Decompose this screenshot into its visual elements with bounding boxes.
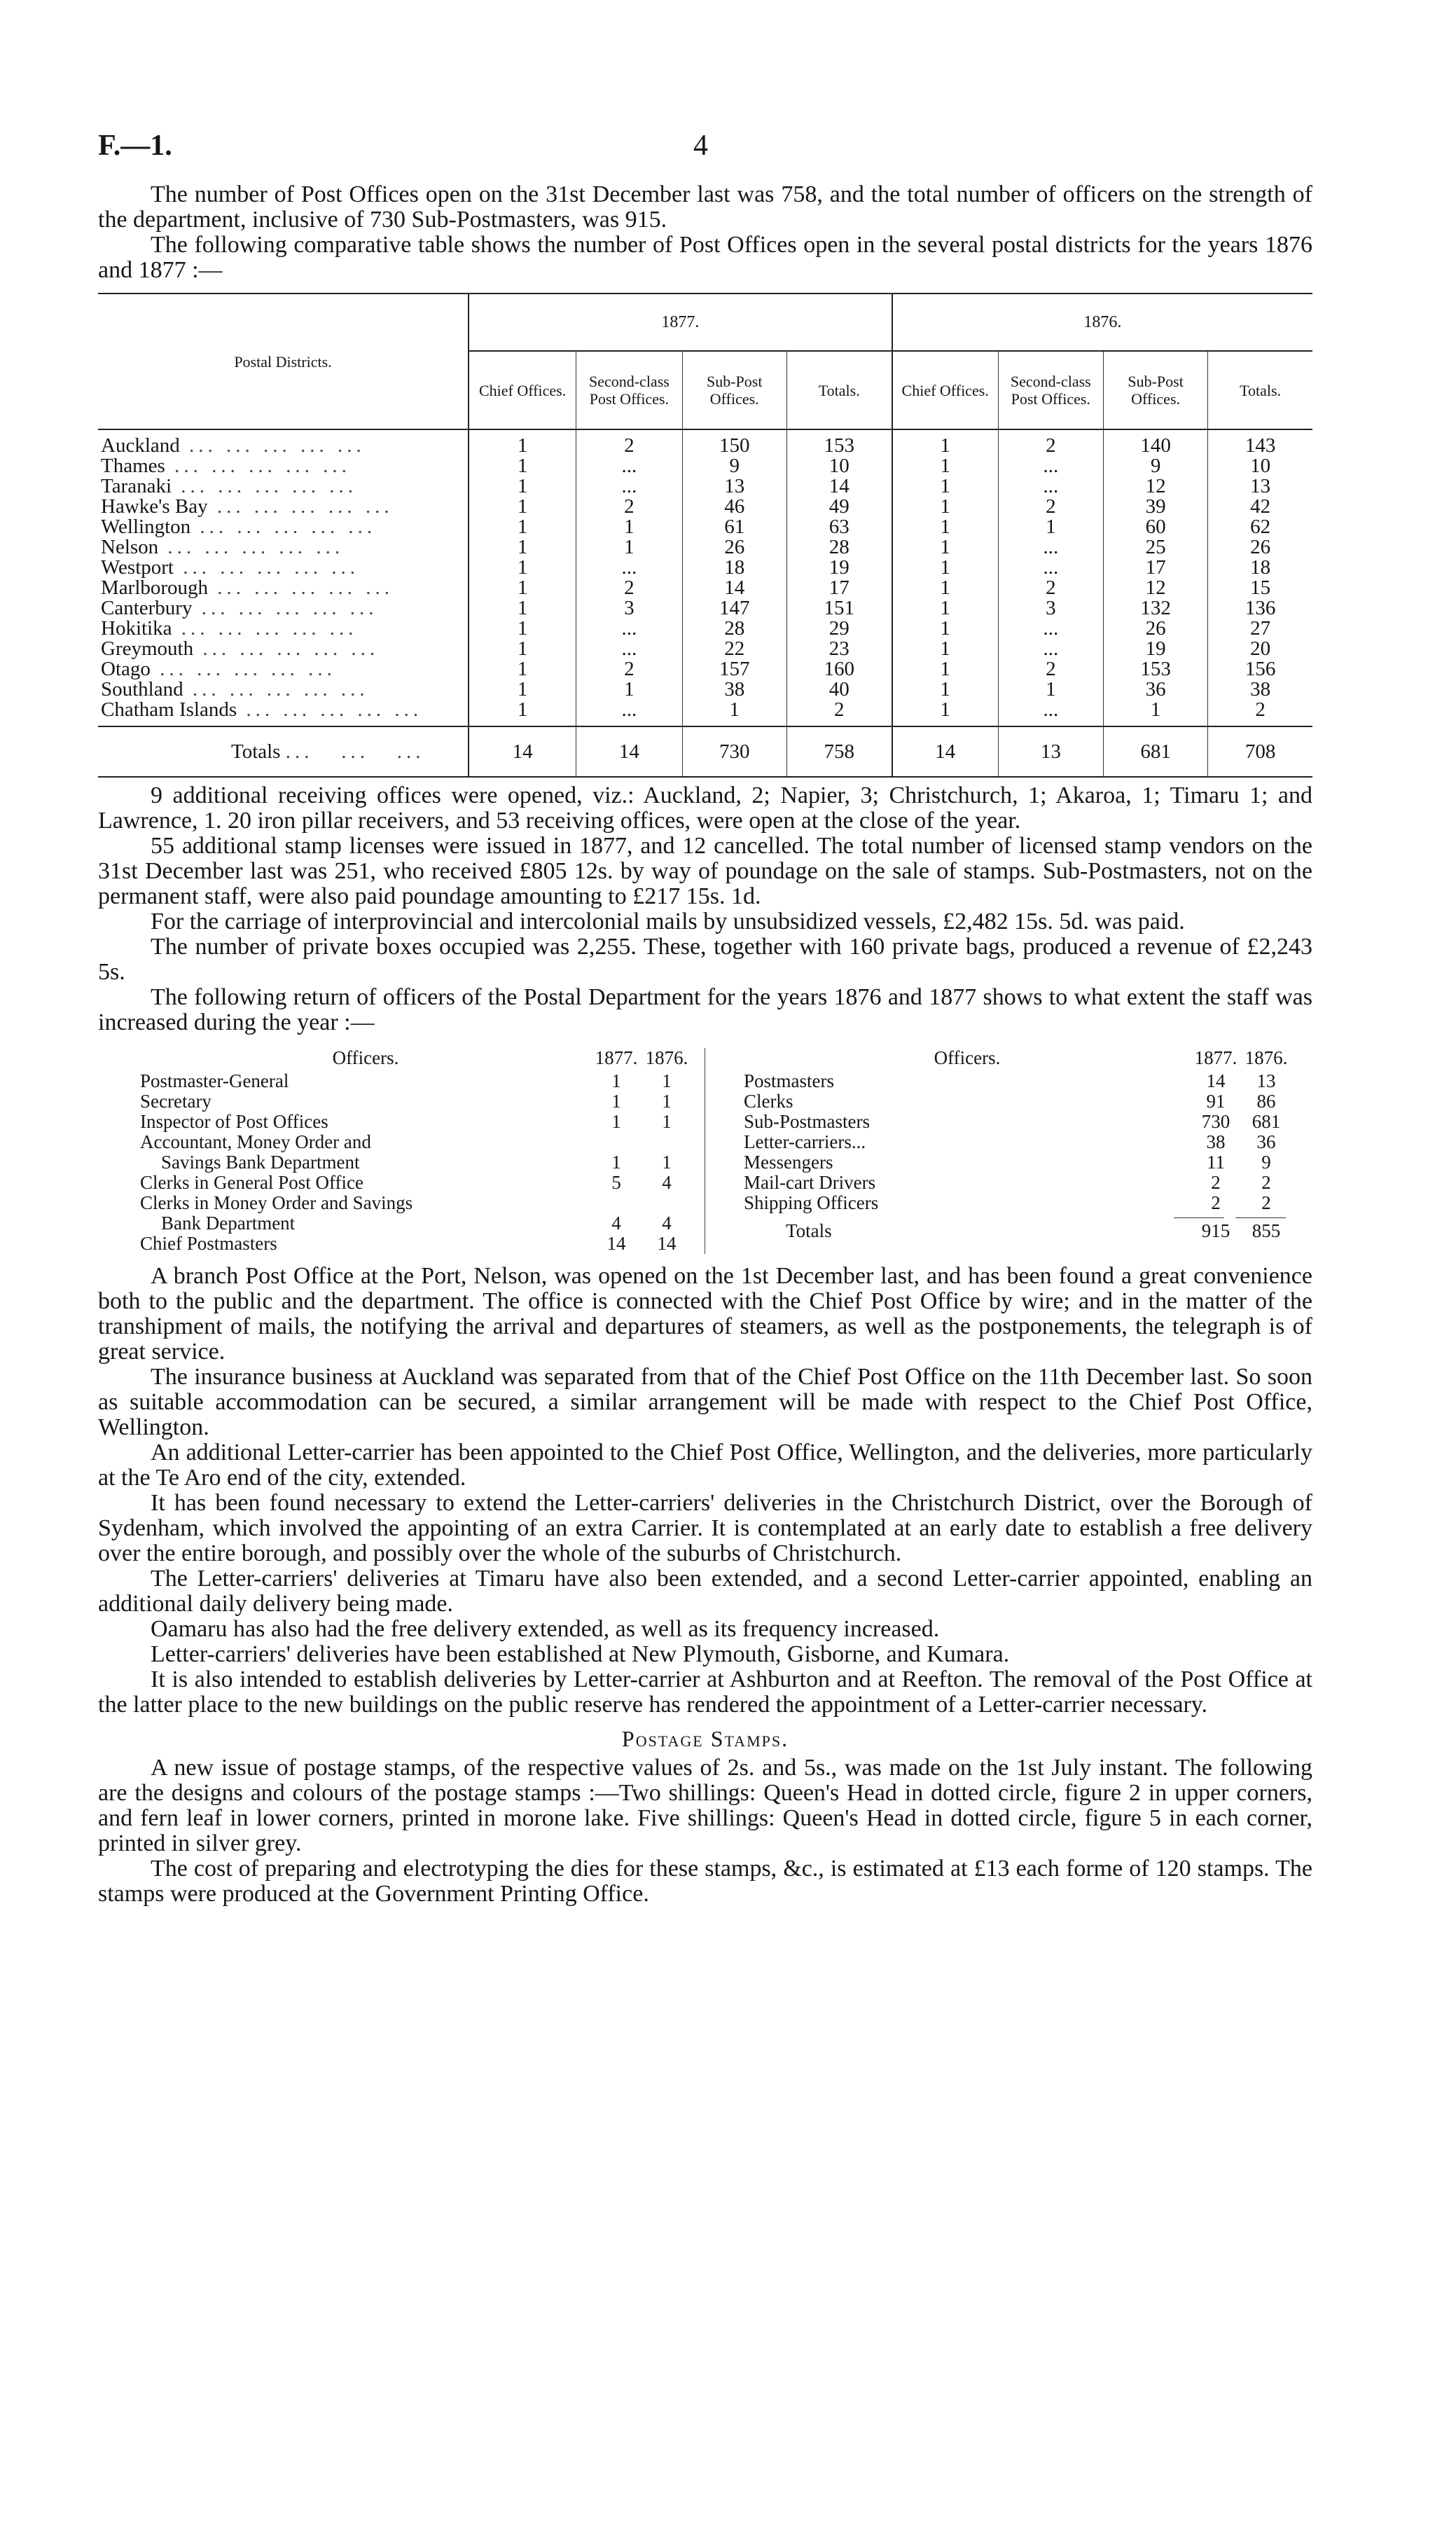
district-cell: 1 xyxy=(892,659,998,679)
district-cell: 1 xyxy=(892,619,998,639)
officer-label: Savings Bank Department xyxy=(161,1152,360,1173)
district-cell: 63 xyxy=(786,517,892,537)
officer-label: Inspector of Post Offices xyxy=(140,1111,328,1132)
district-cell: 10 xyxy=(1208,456,1312,476)
district-cell: 1 xyxy=(998,679,1103,700)
officer-total: 855 xyxy=(1252,1220,1281,1241)
column-header: Second-class Post Offices. xyxy=(998,351,1103,429)
district-cell: 1 xyxy=(469,700,576,720)
district-cell: 140 xyxy=(1103,436,1207,456)
district-cell: 157 xyxy=(682,659,786,679)
officer-row xyxy=(744,1112,1291,1132)
district-cell: 2 xyxy=(576,436,682,456)
district-cell: ... xyxy=(576,700,682,720)
district-cell: 22 xyxy=(682,639,786,659)
district-cell: 2 xyxy=(998,436,1103,456)
district-cell: 3 xyxy=(576,598,682,619)
district-cell: 28 xyxy=(682,619,786,639)
officer-row xyxy=(140,1071,692,1091)
district-name: Otago xyxy=(101,659,151,679)
paragraph: Letter-carriers' deliveries have been established at New Plymouth, Gisborne, and Kumara. xyxy=(151,1641,1010,1667)
district-cell: 1 xyxy=(892,679,998,700)
paragraph: A new issue of postage stamps, of the respective values of 2s. and 5s., was made on the 1st July instant. The following are the designs and colours of the postage stamps :—Two shillings: Queen's Head in dotted circle, figure 2 in upper corners, and fern leaf in lower corners, printed in morone lake. Five shillings: Queen's Head in dotted circle, figure 5 in each corner, printed in silver grey. xyxy=(98,1755,1312,1856)
district-cell: 1 xyxy=(892,436,998,456)
district-cell: 1 xyxy=(469,578,576,598)
district-cell: 26 xyxy=(1208,537,1312,558)
district-cell: 36 xyxy=(1103,679,1207,700)
district-row: Marlborough ... ... ... ... ... 1 2 14 17 1 2 12 15 xyxy=(98,578,1312,598)
district-cell: 40 xyxy=(786,679,892,700)
district-cell: 25 xyxy=(1103,537,1207,558)
column-header: Sub-Post Offices. xyxy=(682,351,786,429)
report-code: F.—1. xyxy=(98,130,172,162)
officer-count: 1 xyxy=(611,1111,621,1132)
district-cell: 18 xyxy=(1208,558,1312,578)
officer-count: 2 xyxy=(1261,1172,1271,1193)
officer-count: 681 xyxy=(1252,1111,1281,1132)
officers-header-label: Officers. xyxy=(332,1047,399,1068)
officer-row xyxy=(140,1213,692,1234)
district-cell: ... xyxy=(998,639,1103,659)
officer-count: 86 xyxy=(1256,1091,1276,1112)
district-cell: ... xyxy=(576,456,682,476)
officer-count: 9 xyxy=(1261,1152,1271,1173)
column-header: Second-class Post Offices. xyxy=(576,351,682,429)
district-cell: 38 xyxy=(682,679,786,700)
district-cell: 1 xyxy=(469,598,576,619)
officer-count: 36 xyxy=(1256,1131,1276,1152)
officer-count: 2 xyxy=(1211,1192,1221,1213)
district-cell: 1 xyxy=(469,639,576,659)
officers-header xyxy=(140,1048,692,1068)
district-cell: 153 xyxy=(786,436,892,456)
officer-count: 4 xyxy=(611,1213,621,1234)
district-row: Hokitika ... ... ... ... ... 1 ... 28 29 1 ... 26 27 xyxy=(98,619,1312,639)
district-name: Canterbury xyxy=(101,598,193,619)
officer-count: 4 xyxy=(662,1172,672,1193)
paragraph: The number of Post Offices open on the 31st December last was 758, and the total number of officers on the strength of the department, inclusive of 730 Sub-Postmasters, was 915. xyxy=(98,181,1312,233)
district-cell: 1 xyxy=(682,700,786,720)
district-cell: 17 xyxy=(786,578,892,598)
officer-count: 91 xyxy=(1206,1091,1226,1112)
district-cell: 20 xyxy=(1208,639,1312,659)
officer-row xyxy=(140,1132,692,1152)
district-cell: ... xyxy=(576,476,682,497)
district-name: Auckland xyxy=(101,436,180,456)
district-row: Thames ... ... ... ... ... 1 ... 9 10 1 ... 9 10 xyxy=(98,456,1312,476)
officer-label: Letter-carriers... xyxy=(744,1131,866,1152)
column-header: Sub-Post Offices. xyxy=(1103,351,1207,429)
district-row: Wellington ... ... ... ... ... 1 1 61 63 1 1 60 62 xyxy=(98,517,1312,537)
officer-row xyxy=(744,1091,1291,1112)
district-cell: 2 xyxy=(998,497,1103,517)
district-name: Greymouth xyxy=(101,639,194,659)
officer-count: 14 xyxy=(1206,1070,1226,1091)
total-cell: 14 xyxy=(892,726,998,777)
district-cell: ... xyxy=(998,476,1103,497)
officers-header xyxy=(744,1048,1291,1068)
total-cell: 730 xyxy=(682,726,786,777)
paragraph: It is also intended to establish deliveries by Letter-carrier at Ashburton and at Reefton. The removal of the Post Office at the latter place to the new buildings on the public reserve has rendered the appointment of a Letter-carrier necessary. xyxy=(98,1666,1312,1718)
officer-label: Postmaster-General xyxy=(140,1070,289,1091)
officer-label: Clerks xyxy=(744,1091,793,1112)
paragraph: A branch Post Office at the Port, Nelson, was opened on the 1st December last, and has been found a great convenience both to the public and the department. The office is connected with the Chief Post Office by wire; and in the matter of the transhipment of mails, the notifying the arrival and departures of steamers, as well as the postponements, the telegraph is of great service. xyxy=(98,1263,1312,1365)
district-cell: 9 xyxy=(682,456,786,476)
officer-count xyxy=(642,1132,692,1152)
paragraph: The cost of preparing and electrotyping the dies for these stamps, &c., is estimated at £13 each forme of 120 stamps. The stamps were produced at the Government Printing Office. xyxy=(98,1856,1312,1907)
district-cell: 1 xyxy=(469,497,576,517)
district-cell: 3 xyxy=(998,598,1103,619)
officer-row xyxy=(140,1173,692,1193)
total-cell: 14 xyxy=(469,726,576,777)
officers-header-year: 1877. xyxy=(595,1047,638,1068)
officer-row xyxy=(140,1091,692,1112)
district-cell: 13 xyxy=(1208,476,1312,497)
column-header: Chief Offices. xyxy=(892,351,998,429)
officers-header-year: 1876. xyxy=(645,1047,688,1068)
district-row: Auckland ... ... ... ... ... 1 2 150 153 1 2 140 143 xyxy=(98,436,1312,456)
district-cell: 17 xyxy=(1103,558,1207,578)
district-cell: 156 xyxy=(1208,659,1312,679)
district-cell: 60 xyxy=(1103,517,1207,537)
district-cell: 10 xyxy=(786,456,892,476)
district-cell: ... xyxy=(998,537,1103,558)
paragraph: The insurance business at Auckland was separated from that of the Chief Post Office on the 11th December last. So soon as suitable accommodation can be secured, a similar arrangement will be made with respect to the Chief Post Office, Wellington. xyxy=(98,1364,1312,1440)
district-cell: 1 xyxy=(469,558,576,578)
district-cell: 19 xyxy=(1103,639,1207,659)
district-cell: 61 xyxy=(682,517,786,537)
district-cell: 29 xyxy=(786,619,892,639)
total-cell: 13 xyxy=(998,726,1103,777)
officer-count: 38 xyxy=(1206,1131,1226,1152)
district-cell: 9 xyxy=(1103,456,1207,476)
total-cell: 681 xyxy=(1103,726,1207,777)
district-row: Greymouth ... ... ... ... ... 1 ... 22 23 1 ... 19 20 xyxy=(98,639,1312,659)
officer-label: Messengers xyxy=(744,1152,833,1173)
district-cell: 2 xyxy=(998,659,1103,679)
district-cell: 1 xyxy=(469,517,576,537)
district-cell: 13 xyxy=(682,476,786,497)
officer-count: 14 xyxy=(606,1233,626,1254)
district-cell: 14 xyxy=(682,578,786,598)
district-cell: 27 xyxy=(1208,619,1312,639)
officer-label: Secretary xyxy=(140,1091,212,1112)
officer-count: 1 xyxy=(662,1070,672,1091)
officer-count xyxy=(642,1193,692,1213)
district-cell: 1 xyxy=(469,659,576,679)
district-cell: 39 xyxy=(1103,497,1207,517)
district-name: Thames xyxy=(101,456,165,476)
officer-row xyxy=(140,1234,692,1254)
paragraph: For the carriage of interprovincial and intercolonial mails by unsubsidized vessels, £2,482 15s. 5d. was paid. xyxy=(151,909,1185,934)
paragraph: The following return of officers of the Postal Department for the years 1876 and 1877 shows to what extent the staff was increased during the year :— xyxy=(98,984,1312,1035)
district-cell: 1 xyxy=(576,537,682,558)
district-row: Taranaki ... ... ... ... ... 1 ... 13 14 1 ... 12 13 xyxy=(98,476,1312,497)
district-cell: 23 xyxy=(786,639,892,659)
district-cell: 28 xyxy=(786,537,892,558)
district-row: Otago ... ... ... ... ... 1 2 157 160 1 2 153 156 xyxy=(98,659,1312,679)
district-cell: 1 xyxy=(469,476,576,497)
officer-count: 2 xyxy=(1211,1172,1221,1193)
district-name: Marlborough xyxy=(101,578,209,598)
paragraph: Oamaru has also had the free delivery extended, as well as its frequency increased. xyxy=(151,1616,940,1642)
district-cell: 26 xyxy=(682,537,786,558)
district-cell: 1 xyxy=(892,558,998,578)
officers-header-year: 1877. xyxy=(1194,1047,1237,1068)
officers-totals-row xyxy=(744,1221,1291,1241)
officer-count: 1 xyxy=(611,1070,621,1091)
total-cell: 708 xyxy=(1208,726,1312,777)
district-name: Taranaki xyxy=(101,476,172,497)
page-header xyxy=(98,130,1312,182)
district-cell: 1 xyxy=(892,700,998,720)
paragraph: The Letter-carriers' deliveries at Timaru have also been extended, and a second Letter-carrier appointed, enabling an additional daily delivery being made. xyxy=(98,1566,1312,1617)
officer-label: Bank Department xyxy=(161,1213,296,1234)
officer-label: Chief Postmasters xyxy=(140,1233,277,1254)
postal-districts-table xyxy=(98,293,1312,778)
district-cell: 1 xyxy=(892,537,998,558)
district-row: Canterbury ... ... ... ... ... 1 3 147 151 1 3 132 136 xyxy=(98,598,1312,619)
district-name: Westport xyxy=(101,558,174,578)
column-header: Chief Offices. xyxy=(469,351,576,429)
district-name: Wellington xyxy=(101,517,191,537)
district-cell: ... xyxy=(998,456,1103,476)
district-cell: 151 xyxy=(786,598,892,619)
totals-row: Totals ... ... ... 14 14 730 758 14 13 681 708 xyxy=(98,726,1312,777)
district-row: Chatham Islands ... ... ... ... ... 1 ... 1 2 1 ... 1 2 xyxy=(98,700,1312,720)
district-cell: 1 xyxy=(576,679,682,700)
officers-right-column xyxy=(705,1048,1312,1254)
officer-row xyxy=(744,1071,1291,1091)
officers-totals-label: Totals xyxy=(786,1220,832,1241)
officer-count: 11 xyxy=(1207,1152,1225,1173)
district-cell: 1 xyxy=(576,517,682,537)
district-cell: 12 xyxy=(1103,476,1207,497)
totals-label: Totals xyxy=(231,740,281,763)
section-heading: Postage Stamps. xyxy=(621,1726,789,1751)
district-cell: 2 xyxy=(786,700,892,720)
district-cell: 46 xyxy=(682,497,786,517)
district-name: Hokitika xyxy=(101,619,172,639)
district-cell: 150 xyxy=(682,436,786,456)
district-cell: 2 xyxy=(1208,700,1312,720)
district-cell: 1 xyxy=(892,476,998,497)
officer-label: Clerks in General Post Office xyxy=(140,1172,363,1193)
paragraph: 9 additional receiving offices were opened, viz.: Auckland, 2; Napier, 3; Christchurch, 1; Akaroa, 1; Timaru 1; and Lawrence, 1. 20 iron pillar receivers, and 53 receiving offices, were open at the close of the year. xyxy=(98,782,1312,834)
paragraph: The number of private boxes occupied was 2,255. These, together with 160 private bags, produced a revenue of £2,243 5s. xyxy=(98,934,1312,985)
district-cell: 1 xyxy=(892,598,998,619)
district-cell: 160 xyxy=(786,659,892,679)
officers-table xyxy=(98,1048,1312,1254)
officer-label: Clerks in Money Order and Savings xyxy=(140,1192,413,1213)
district-cell: 26 xyxy=(1103,619,1207,639)
paragraph: The following comparative table shows the number of Post Offices open in the several postal districts for the years 1876 and 1877 :— xyxy=(98,232,1312,283)
district-cell: 1 xyxy=(469,436,576,456)
paragraph: 55 additional stamp licenses were issued in 1877, and 12 cancelled. The total number of licensed stamp vendors on the 31st December last was 251, who received £805 12s. by way of poundage on the sale of stamps. Sub-Postmasters, not on the permanent staff, were also paid poundage amounting to £217 15s. 1d. xyxy=(98,833,1312,909)
district-cell: ... xyxy=(998,700,1103,720)
officers-header-label: Officers. xyxy=(934,1047,1001,1068)
officer-label: Shipping Officers xyxy=(744,1192,879,1213)
district-cell: 1 xyxy=(892,517,998,537)
district-cell: 38 xyxy=(1208,679,1312,700)
officer-label: Postmasters xyxy=(744,1070,835,1091)
district-rows xyxy=(98,429,1312,726)
officer-count: 1 xyxy=(611,1091,621,1112)
column-header: Totals. xyxy=(1208,351,1312,429)
officer-label: Sub-Postmasters xyxy=(744,1111,871,1132)
district-cell: 153 xyxy=(1103,659,1207,679)
officer-label: Accountant, Money Order and xyxy=(140,1131,371,1152)
district-cell: 2 xyxy=(576,578,682,598)
district-cell: 132 xyxy=(1103,598,1207,619)
district-cell: 49 xyxy=(786,497,892,517)
officers-left-column xyxy=(98,1048,705,1254)
district-cell: 1 xyxy=(469,537,576,558)
officer-count: 4 xyxy=(662,1213,672,1234)
district-cell: 136 xyxy=(1208,598,1312,619)
officer-count: 1 xyxy=(662,1111,672,1132)
officer-count: 2 xyxy=(1261,1192,1271,1213)
district-name: Nelson xyxy=(101,537,159,558)
district-cell: 62 xyxy=(1208,517,1312,537)
district-cell: ... xyxy=(998,619,1103,639)
district-cell: 1 xyxy=(892,578,998,598)
officer-row xyxy=(744,1173,1291,1193)
district-cell: 12 xyxy=(1103,578,1207,598)
officer-count xyxy=(591,1193,642,1213)
district-cell: 1 xyxy=(998,517,1103,537)
district-cell: ... xyxy=(576,639,682,659)
district-cell: 19 xyxy=(786,558,892,578)
officer-row xyxy=(140,1152,692,1173)
year-header-1876: 1876. xyxy=(892,294,1312,351)
officer-count: 14 xyxy=(657,1233,677,1254)
district-cell: 14 xyxy=(786,476,892,497)
district-cell: ... xyxy=(576,558,682,578)
district-cell: 15 xyxy=(1208,578,1312,598)
total-cell: 758 xyxy=(786,726,892,777)
district-cell: 42 xyxy=(1208,497,1312,517)
district-name: Chatham Islands xyxy=(101,700,237,720)
district-name: Hawke's Bay xyxy=(101,497,208,517)
officer-count: 1 xyxy=(611,1152,621,1173)
officer-count: 730 xyxy=(1201,1111,1230,1132)
district-cell: 1 xyxy=(469,679,576,700)
district-cell: 143 xyxy=(1208,436,1312,456)
district-cell: 18 xyxy=(682,558,786,578)
officer-label: Mail-cart Drivers xyxy=(744,1172,876,1193)
paragraph: An additional Letter-carrier has been appointed to the Chief Post Office, Wellington, and the deliveries, more particularly at the Te Aro end of the city, extended. xyxy=(98,1440,1312,1491)
district-cell: ... xyxy=(998,558,1103,578)
district-cell: 1 xyxy=(1103,700,1207,720)
district-name: Southland xyxy=(101,679,183,700)
district-cell: 1 xyxy=(892,639,998,659)
district-row: Nelson ... ... ... ... ... 1 1 26 28 1 ... 25 26 xyxy=(98,537,1312,558)
district-row: Southland ... ... ... ... ... 1 1 38 40 1 1 36 38 xyxy=(98,679,1312,700)
district-cell: 2 xyxy=(998,578,1103,598)
district-row: Hawke's Bay ... ... ... ... ... 1 2 46 49 1 2 39 42 xyxy=(98,497,1312,517)
column-header: Totals. xyxy=(786,351,892,429)
district-cell: 1 xyxy=(469,619,576,639)
officer-row xyxy=(744,1132,1291,1152)
district-cell: 2 xyxy=(576,659,682,679)
district-cell: ... xyxy=(576,619,682,639)
district-row: Westport ... ... ... ... ... 1 ... 18 19 1 ... 17 18 xyxy=(98,558,1312,578)
officers-header-year: 1876. xyxy=(1244,1047,1288,1068)
officer-count xyxy=(591,1132,642,1152)
district-header: Postal Districts. xyxy=(98,294,469,429)
district-cell: 1 xyxy=(892,497,998,517)
district-cell: 2 xyxy=(576,497,682,517)
officer-total: 915 xyxy=(1201,1220,1230,1241)
officer-row xyxy=(744,1152,1291,1173)
officer-count: 1 xyxy=(662,1091,672,1112)
officer-row xyxy=(744,1193,1291,1213)
officer-row xyxy=(140,1193,692,1213)
paragraph: It has been found necessary to extend the Letter-carriers' deliveries in the Christchurch District, over the Borough of Sydenham, which involved the appointing of an extra Carrier. It is contemplated at an early date to establish a free delivery over the entire borough, and possibly over the whole of the suburbs of Christchurch. xyxy=(98,1490,1312,1566)
officer-count: 5 xyxy=(611,1172,621,1193)
district-cell: 147 xyxy=(682,598,786,619)
year-header-1877: 1877. xyxy=(469,294,892,351)
district-cell: 1 xyxy=(892,456,998,476)
page-number: 4 xyxy=(693,130,708,162)
officer-count: 13 xyxy=(1256,1070,1276,1091)
district-cell: 1 xyxy=(469,456,576,476)
officer-count: 1 xyxy=(662,1152,672,1173)
total-cell: 14 xyxy=(576,726,682,777)
officer-row xyxy=(140,1112,692,1132)
